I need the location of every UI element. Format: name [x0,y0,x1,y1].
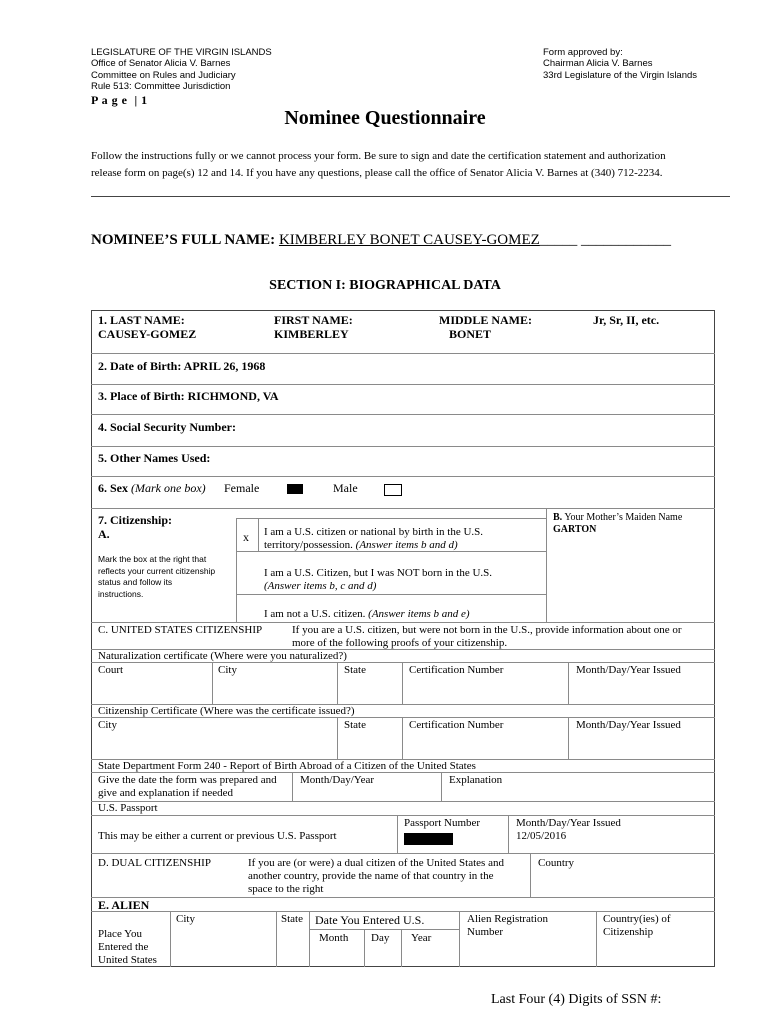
passport-number-redacted [404,833,453,845]
passport-issued [516,817,621,843]
citizenship-certificate-col: Month/Day/Year Issued [576,719,681,731]
first-name-value: KIMBERLEY [274,327,349,341]
alien-place-line: Place You [98,928,143,940]
table-rule [508,815,509,853]
header-right [543,47,697,81]
alien-registration [467,913,548,939]
table-rule [402,717,403,759]
table-rule [91,815,715,816]
citizenship-option-1-mark[interactable]: x [243,530,249,544]
citizenship-instructions-line: instructions. [98,588,144,599]
alien-registration-line: Number [467,926,504,938]
table-rule [309,929,459,930]
header-left-line: Office of Senator Alicia V. Barnes [91,58,231,70]
sex-label-hint: (Mark one box) [131,481,206,495]
table-rule [91,622,715,623]
table-rule [212,662,213,704]
table-rule [364,929,365,967]
dual-country-label: Country [538,857,575,869]
alien-place [98,928,157,967]
citizenship-instructions [98,554,215,600]
alien-state: State [281,913,303,925]
naturalization-col: Certification Number [409,664,504,676]
mother-maiden-label-b: B. [553,512,563,523]
table-rule [91,508,715,509]
instructions-line: Follow the instructions fully or we cannot process your form. Be sure to sign and date the certification statement and authorization [91,150,666,162]
header-left [91,47,272,93]
passport-desc: This may be either a current or previous U.S. Passport [98,830,337,842]
citizenship-option-1 [264,526,483,552]
naturalization-col: Court [98,664,124,676]
dob-field: 2. Date of Birth: APRIL 26, 1968 [98,359,266,373]
form240-mdy: Month/Day/Year [300,774,375,786]
header-right-line: Form approved by: [543,47,623,58]
dual-citizenship-text [248,857,504,896]
table-rule [292,772,293,801]
alien-city: City [176,913,195,925]
female-label: Female [224,481,260,495]
alien-registration-line: Alien Registration [467,913,548,925]
table-rule [568,662,569,704]
naturalization-col: City [218,664,237,676]
instructions [91,148,666,182]
table-rule [91,476,715,477]
us-citizenship-text-line: If you are a U.S. citizen, but were not born in the U.S., provide information about one or [292,624,682,636]
table-rule [276,911,277,967]
table-rule [441,772,442,801]
female-checkbox[interactable] [287,484,303,494]
passport-issued-label: Month/Day/Year Issued [516,817,621,829]
table-rule [170,911,171,967]
nominee-name-label: NOMINEE’S FULL NAME: [91,232,279,248]
table-rule [236,518,546,519]
citizenship-option-3 [264,608,470,621]
table-rule [91,384,715,385]
table-rule [91,911,715,912]
citizenship-option-1-hint: (Answer items b and d) [355,539,458,551]
middle-name-value: BONET [449,327,492,341]
table-rule [546,508,547,622]
table-rule [397,815,398,853]
table-rule [91,853,715,854]
table-rule [459,911,460,967]
form240-give [98,774,277,800]
table-rule [91,353,715,354]
page-label: P a g e | 1 [91,93,148,107]
table-rule [91,446,715,447]
first-name-label: FIRST NAME: [274,313,353,327]
last-name-cell [98,313,196,341]
male-checkbox[interactable] [384,484,402,496]
citizenship-option-3-line: I am not a U.S. citizen. [264,608,366,620]
table-rule [91,897,715,898]
us-citizenship-text-line: more of the following proofs of your citizenship. [292,637,508,649]
table-rule [91,414,715,415]
form240-title: State Department Form 240 - Report of Birth Abroad of a Citizen of the United States [98,760,476,772]
table-rule [236,594,546,595]
table-rule [596,911,597,967]
first-name-cell [274,313,353,341]
citizenship-option-1-line: territory/possession. [264,539,353,551]
passport-issued-value: 12/05/2016 [516,830,567,842]
form240-give-line: Give the date the form was prepared and [98,774,277,786]
dual-citizenship-text-line: another country, provide the name of that country in the [248,870,494,882]
naturalization-col: Month/Day/Year Issued [576,664,681,676]
alien-place-line: United States [98,954,157,966]
naturalization-col: State [344,664,366,676]
header-left-line: Rule 513: Committee Jurisdiction [91,81,231,93]
passport-number-label: Passport Number [404,817,481,829]
alien-countries-line: Citizenship [603,926,654,938]
alien-year: Year [411,932,432,944]
header-right-line: 33rd Legislature of the Virgin Islands [543,69,698,81]
citizenship-option-2-hint: (Answer items b, c and d) [264,580,377,592]
alien-day: Day [371,932,390,944]
table-rule [530,853,531,897]
male-label: Male [333,481,358,495]
header-right-line: Chairman Alicia V. Barnes [543,58,653,70]
table-rule [91,966,715,967]
citizenship-instructions-line: status and follow its [98,577,173,587]
citizenship-certificate-col: State [344,719,366,731]
ssn-field: 4. Social Security Number: [98,420,236,434]
table-rule [337,717,338,759]
citizenship-certificate-col: City [98,719,117,731]
form240-give-line: give and explanation if needed [98,787,234,799]
pob-field: 3. Place of Birth: RICHMOND, VA [98,389,279,403]
sex-label-text: 6. Sex [98,481,128,495]
alien-date-entered: Date You Entered U.S. [315,913,425,927]
table-rule [402,662,403,704]
dual-citizenship-text-line: If you are (or were) a dual citizen of the United States and [248,857,504,869]
table-rule [236,518,237,622]
mother-maiden-value: GARTON [553,524,597,535]
table-rule [91,310,715,311]
dual-citizenship-text-line: space to the right [248,883,324,895]
mother-maiden-label: Your Mother’s Maiden Name [564,512,683,523]
other-names-field: 5. Other Names Used: [98,451,211,465]
suffix-label: Jr, Sr, II, etc. [593,313,660,327]
alien-countries [603,913,671,939]
us-citizenship-label: C. UNITED STATES CITIZENSHIP [98,624,263,636]
header-left-line: LEGISLATURE OF THE VIRGIN ISLANDS [91,47,272,58]
table-rule [91,801,715,802]
nominee-name-trail: _____ ____________ [539,232,672,248]
table-rule [91,310,92,967]
instructions-line: release form on page(s) 12 and 14. If you have any questions, please call the office of Senator Alicia V. Barnes at (340) 712-2234. [91,167,663,179]
citizenship-instructions-line: Mark the box at the right that [98,554,207,564]
header-left-line: Committee on Rules and Judiciary [91,69,236,81]
form240-explanation: Explanation [449,774,503,786]
divider [91,196,730,197]
mother-maiden-cell [553,512,682,536]
citizenship-option-2 [264,567,492,593]
mother-maiden-label-row [553,512,682,524]
table-rule [401,929,402,967]
table-rule [568,717,569,759]
table-rule [258,518,259,551]
dual-citizenship-label: D. DUAL CITIZENSHIP [98,857,211,869]
citizenship-option-1-line: I am a U.S. citizen or national by birth in the U.S. [264,526,484,538]
citizenship-certificate-col: Certification Number [409,719,504,731]
nominee-name-row [91,232,671,249]
middle-name-cell [439,313,532,341]
citizenship-certificate-title: Citizenship Certificate (Where was the certificate issued?) [98,705,355,717]
alien-countries-line: Country(ies) of [603,913,671,925]
nominee-name-value: KIMBERLEY BONET CAUSEY-GOMEZ [278,232,540,248]
table-rule [337,662,338,704]
last-name-label: 1. LAST NAME: [98,313,185,327]
sex-label [98,481,206,495]
citizenship-option-2-line: I am a U.S. Citizen, but I was NOT born in the U.S. [264,567,493,579]
alien-month: Month [319,932,349,944]
page-title: Nominee Questionnaire [284,107,486,129]
passport-title: U.S. Passport [98,802,158,814]
last-name-value: CAUSEY-GOMEZ [98,327,197,341]
alien-label: E. ALIEN [98,898,150,912]
us-citizenship-text [292,624,682,650]
section-title: SECTION I: BIOGRAPHICAL DATA [269,278,501,293]
citizenship-option-1-text [264,539,483,552]
table-rule [309,911,310,967]
citizenship-option-3-hint: (Answer items b and e) [368,608,470,620]
alien-place-line: Entered the [98,941,149,953]
citizenship-instructions-line: reflects your current citizenship [98,565,216,576]
naturalization-title: Naturalization certificate (Where were you naturalized?) [98,650,347,662]
citizenship-heading: 7. Citizenship: [98,513,173,527]
table-rule [714,310,715,967]
ssn-last-four-label: Last Four (4) Digits of SSN #: [491,992,662,1007]
middle-name-label: MIDDLE NAME: [439,313,532,327]
citizenship-item-a: A. [98,527,110,541]
